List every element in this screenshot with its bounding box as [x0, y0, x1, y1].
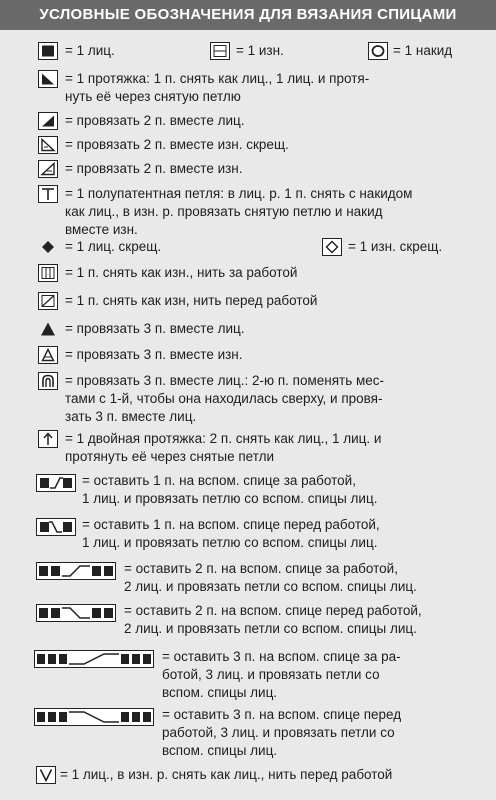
cross-1-back-label: = оставить 1 п. на вспом. спице за работой, 1 лиц. и провязать петлю со вспом. спицы лиц.: [82, 473, 378, 506]
cross-3-back-symbol: [34, 650, 154, 668]
p2tog-tbl-label: = провязать 2 п. вместе изн. скрещ.: [65, 137, 289, 152]
knit-tbl-label: = 1 лиц. скрещ.: [65, 239, 162, 254]
double-slip-label: = 1 двойная протяжка: 2 п. снять как лиц., 1 лиц. и протянуть её через снятые петли: [65, 431, 382, 464]
legend-row-cross-2-back: [0, 558, 496, 598]
knit-label: = 1 лиц.: [65, 43, 115, 58]
p2tog-symbol: [38, 160, 58, 178]
slip-back-symbol: [38, 264, 58, 282]
legend-row-slip-pass: [0, 68, 496, 106]
legend-row-k2tog: [0, 110, 496, 132]
legend-row-basic: [0, 40, 496, 62]
slip-front-symbol: [38, 292, 58, 310]
cross-3-back-label: = оставить 3 п. на вспом. спице за ра- ботой, 3 лиц. и провязать петли со вспом. спицы лиц.: [162, 649, 401, 700]
knit-symbol: [38, 42, 58, 60]
cross-1-front-label: = оставить 1 п. на вспом. спице перед работой, 1 лиц. и провязать петлю со вспом. спицы лиц.: [82, 517, 380, 550]
legend-row-slip-front: [0, 290, 496, 312]
cross-1-front-symbol: [36, 518, 76, 536]
double-slip-symbol: [38, 430, 58, 448]
knit-tbl-symbol: [38, 238, 58, 256]
cross-2-front-label: = оставить 2 п. на вспом. спице перед работой, 2 лиц. и провязать петли со вспом. спицы лиц.: [124, 603, 422, 636]
purl-symbol: [210, 42, 230, 60]
p3tog-label: = провязать 3 п. вместе изн.: [65, 347, 243, 362]
slip-pass-symbol: [38, 70, 58, 88]
legend-row-cross-1-back: [0, 470, 496, 510]
legend-row-slip-back: [0, 262, 496, 284]
p2tog-label: = провязать 2 п. вместе изн.: [65, 161, 243, 176]
cross-1-back-symbol: [36, 474, 76, 492]
purl-tbl-label: = 1 изн. скрещ.: [348, 239, 443, 254]
slip-pass-label: = 1 протяжка: 1 п. снять как лиц., 1 лиц. и протя- нуть её через снятую петлю: [65, 71, 370, 104]
yarn-over-label: = 1 накид: [393, 43, 453, 58]
half-fisherman-symbol: [38, 185, 58, 203]
k3tog-label: = провязать 3 п. вместе лиц.: [65, 321, 245, 336]
page-title: УСЛОВНЫЕ ОБОЗНАЧЕНИЯ ДЛЯ ВЯЗАНИЯ СПИЦАМИ: [0, 0, 496, 30]
legend-row-k3tog-crossed: [0, 370, 496, 426]
legend-row-double-slip: [0, 428, 496, 468]
slip-front-label: = 1 п. снять как изн, нить перед работой: [65, 293, 318, 308]
k3tog-symbol: [38, 320, 58, 338]
legend-row-k3tog: [0, 318, 496, 340]
slip-purlwise-front-symbol: [36, 766, 56, 784]
slip-purlwise-front-label: = 1 лиц., в изн. р. снять как лиц., нить перед работой: [60, 767, 393, 782]
p2tog-tbl-symbol: [38, 136, 58, 154]
purl-label: = 1 изн.: [236, 43, 284, 58]
half-fisherman-label: = 1 полупатентная петля: в лиц. р. 1 п. снять с накидом как лиц., в изн. р. провязать снятую петлю и накид вместе изн.: [65, 186, 413, 237]
legend-row-slip-purlwise-front: [0, 764, 496, 788]
k3tog-crossed-symbol: [38, 372, 58, 390]
p3tog-symbol: [38, 346, 58, 364]
k3tog-crossed-label: = провязать 3 п. вместе лиц.: 2-ю п. поменять мес- тами с 1-й, чтобы она находилась сверху, и провя- зать 3 п. вместе лиц.: [65, 373, 385, 424]
legend-row-cross-3-front: [0, 704, 496, 762]
legend-row-crossed: [0, 236, 496, 258]
legend-row-cross-3-back: [0, 646, 496, 704]
slip-back-label: = 1 п. снять как изн., нить за работой: [65, 265, 298, 280]
legend-row-p2tog: [0, 158, 496, 180]
yarn-over-symbol: [368, 42, 388, 60]
cross-2-back-symbol: [36, 562, 116, 580]
cross-3-front-label: = оставить 3 п. на вспом. спице перед работой, 3 лиц. и провязать петли со вспом. спицы лиц.: [162, 707, 402, 758]
cross-3-front-symbol: [34, 708, 154, 726]
legend-row-cross-2-front: [0, 600, 496, 642]
legend-row-half-fisherman: [0, 183, 496, 239]
legend-row-p2tog-tbl: [0, 134, 496, 156]
legend-row-cross-1-front: [0, 514, 496, 554]
legend-row-p3tog: [0, 344, 496, 366]
k2tog-label: = провязать 2 п. вместе лиц.: [65, 113, 245, 128]
cross-2-back-label: = оставить 2 п. на вспом. спице за работой, 2 лиц. и провязать петли со вспом. спицы лиц.: [124, 561, 417, 594]
k2tog-symbol: [38, 112, 58, 130]
purl-tbl-symbol: [322, 238, 342, 256]
cross-2-front-symbol: [36, 604, 116, 622]
